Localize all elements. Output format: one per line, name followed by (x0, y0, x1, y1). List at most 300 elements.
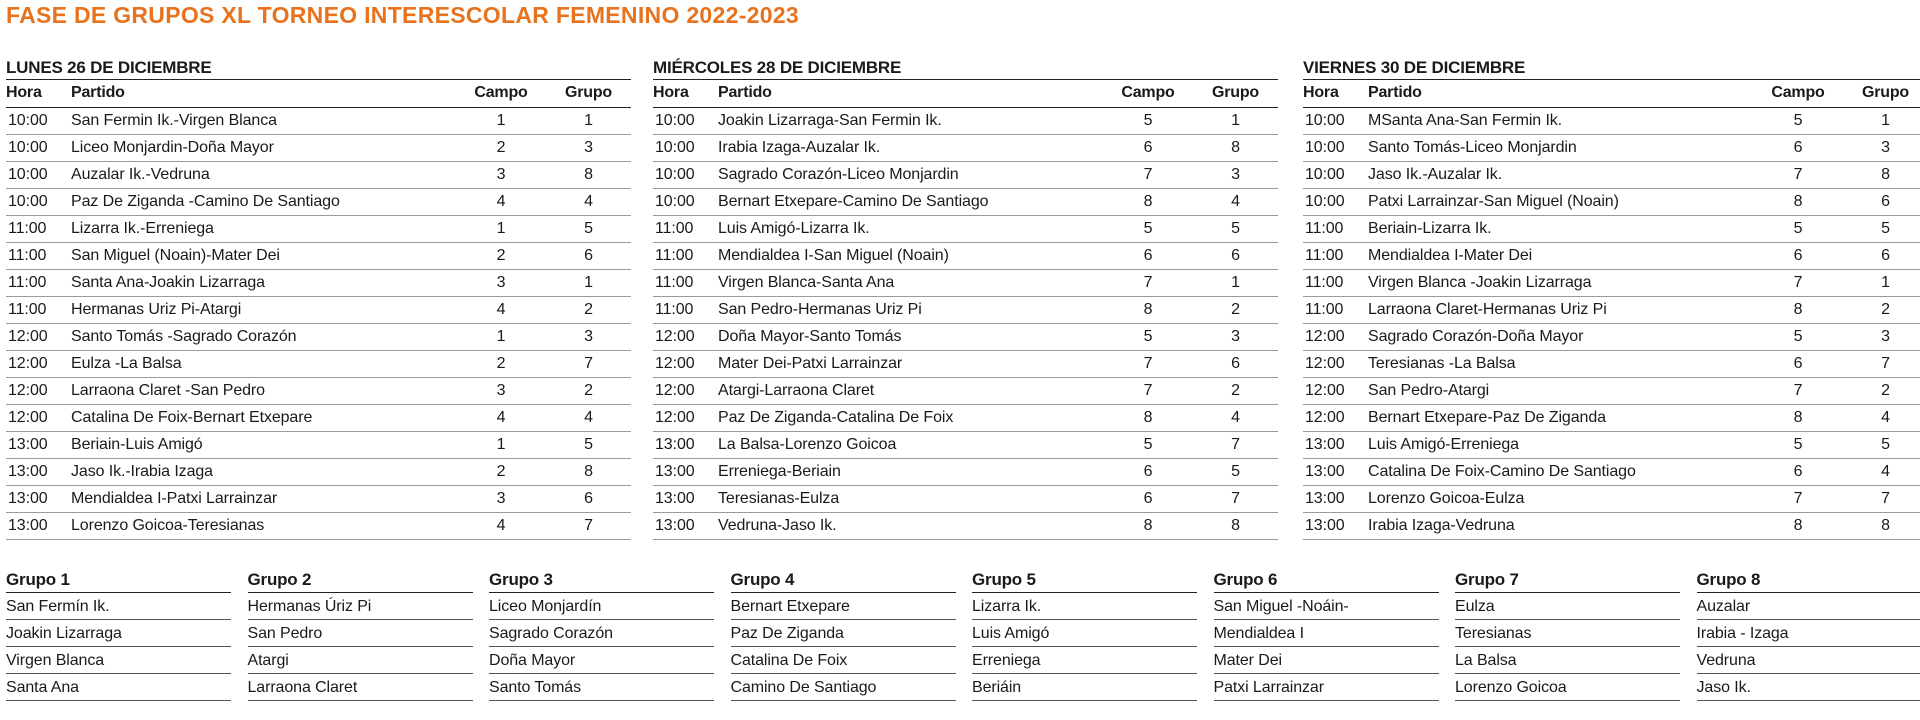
match-field: 7 (1103, 161, 1193, 188)
match-teams: Mendialdea I-Patxi Larrainzar (71, 485, 456, 512)
match-teams: Santo Tomás -Sagrado Corazón (71, 323, 456, 350)
match-time: 12:00 (6, 377, 71, 404)
match-time: 11:00 (6, 296, 71, 323)
list-item: Virgen Blanca (6, 647, 231, 674)
match-field: 8 (1753, 404, 1843, 431)
match-group: 3 (1843, 134, 1920, 161)
group-list (489, 565, 714, 701)
match-group: 7 (1843, 350, 1920, 377)
group-list (1455, 565, 1680, 701)
table-row (6, 458, 631, 485)
table-header-row (1303, 80, 1920, 107)
header-partido: Partido (1368, 80, 1753, 107)
match-teams: Lorenzo Goicoa-Teresianas (71, 512, 456, 539)
match-teams: Sagrado Corazón-Doña Mayor (1368, 323, 1753, 350)
list-item: Santa Ana (6, 674, 231, 701)
match-group: 6 (1843, 242, 1920, 269)
group-heading: Grupo 4 (731, 565, 956, 593)
table-row (6, 134, 631, 161)
match-teams: Paz De Ziganda-Catalina De Foix (718, 404, 1103, 431)
match-time: 13:00 (1303, 431, 1368, 458)
match-teams: Mater Dei-Patxi Larrainzar (718, 350, 1103, 377)
match-group: 6 (546, 242, 631, 269)
match-teams: Beriain-Luis Amigó (71, 431, 456, 458)
match-teams: Eulza -La Balsa (71, 350, 456, 377)
match-group: 4 (1193, 404, 1278, 431)
match-teams: Santa Ana-Joakin Lizarraga (71, 269, 456, 296)
match-time: 10:00 (653, 107, 718, 134)
match-group: 2 (546, 377, 631, 404)
match-field: 6 (1753, 242, 1843, 269)
list-item: Camino De Santiago (731, 674, 956, 701)
group-list (248, 565, 473, 701)
schedule-table (6, 80, 631, 540)
match-field: 6 (1753, 134, 1843, 161)
match-time: 13:00 (1303, 512, 1368, 539)
list-item: Hermanas Úriz Pi (248, 593, 473, 620)
list-item: Mater Dei (1214, 647, 1439, 674)
match-teams: Santo Tomás-Liceo Monjardin (1368, 134, 1753, 161)
day-schedule (1303, 55, 1920, 540)
match-teams: San Pedro-Hermanas Uriz Pi (718, 296, 1103, 323)
match-teams: Jaso Ik.-Auzalar Ik. (1368, 161, 1753, 188)
table-row (1303, 404, 1920, 431)
match-group: 7 (1193, 485, 1278, 512)
match-teams: Teresianas-Eulza (718, 485, 1103, 512)
list-item: Paz De Ziganda (731, 620, 956, 647)
day-schedule (653, 55, 1278, 540)
match-teams: Virgen Blanca -Joakin Lizarraga (1368, 269, 1753, 296)
match-field: 5 (1753, 107, 1843, 134)
table-row (6, 215, 631, 242)
match-teams: San Fermin Ik.-Virgen Blanca (71, 107, 456, 134)
list-item: Luis Amigó (972, 620, 1197, 647)
match-time: 13:00 (653, 512, 718, 539)
match-field: 2 (456, 458, 546, 485)
match-time: 12:00 (653, 350, 718, 377)
table-row (653, 107, 1278, 134)
match-time: 11:00 (1303, 242, 1368, 269)
match-teams: Lizarra Ik.-Erreniega (71, 215, 456, 242)
table-row (6, 161, 631, 188)
list-item: San Miguel -Noáin- (1214, 593, 1439, 620)
match-group: 6 (1193, 242, 1278, 269)
header-hora: Hora (1303, 80, 1368, 107)
match-group: 1 (1193, 107, 1278, 134)
match-group: 5 (1843, 431, 1920, 458)
list-item: Jaso Ik. (1697, 674, 1920, 701)
match-teams: Jaso Ik.-Irabia Izaga (71, 458, 456, 485)
table-row (653, 512, 1278, 539)
match-field: 8 (1753, 512, 1843, 539)
table-row (653, 215, 1278, 242)
day-heading: LUNES 26 DE DICIEMBRE (6, 55, 631, 80)
table-row (6, 242, 631, 269)
match-teams: Bernart Etxepare-Paz De Ziganda (1368, 404, 1753, 431)
match-field: 7 (1103, 377, 1193, 404)
match-time: 11:00 (653, 215, 718, 242)
match-teams: San Miguel (Noain)-Mater Dei (71, 242, 456, 269)
page-title: FASE DE GRUPOS XL TORNEO INTERESCOLAR FEMENINO 2022-2023 (6, 2, 800, 28)
match-group: 8 (546, 161, 631, 188)
match-time: 11:00 (653, 242, 718, 269)
match-group: 1 (546, 269, 631, 296)
match-time: 12:00 (1303, 350, 1368, 377)
match-field: 5 (1103, 431, 1193, 458)
header-campo: Campo (1753, 80, 1843, 107)
match-teams: Sagrado Corazón-Liceo Monjardin (718, 161, 1103, 188)
table-row (1303, 134, 1920, 161)
list-item: Larraona Claret (248, 674, 473, 701)
match-group: 1 (1193, 269, 1278, 296)
match-teams: Irabia Izaga-Vedruna (1368, 512, 1753, 539)
group-heading: Grupo 2 (248, 565, 473, 593)
match-time: 10:00 (653, 161, 718, 188)
list-item: Santo Tomás (489, 674, 714, 701)
group-list (972, 565, 1197, 701)
match-teams: Luis Amigó-Lizarra Ik. (718, 215, 1103, 242)
match-field: 5 (1103, 323, 1193, 350)
match-field: 5 (1753, 215, 1843, 242)
table-row (653, 485, 1278, 512)
match-field: 7 (1753, 485, 1843, 512)
match-time: 10:00 (653, 134, 718, 161)
match-time: 10:00 (1303, 188, 1368, 215)
match-group: 6 (546, 485, 631, 512)
match-field: 8 (1753, 296, 1843, 323)
match-teams: Erreniega-Beriain (718, 458, 1103, 485)
match-time: 12:00 (1303, 323, 1368, 350)
match-time: 11:00 (6, 242, 71, 269)
match-time: 13:00 (6, 485, 71, 512)
match-field: 6 (1103, 485, 1193, 512)
match-group: 5 (1843, 215, 1920, 242)
match-group: 2 (1193, 377, 1278, 404)
list-item: Bernart Etxepare (731, 593, 956, 620)
match-teams: Lorenzo Goicoa-Eulza (1368, 485, 1753, 512)
list-item: Irabia - Izaga (1697, 620, 1920, 647)
match-teams: Teresianas -La Balsa (1368, 350, 1753, 377)
match-group: 1 (1843, 269, 1920, 296)
table-row (1303, 188, 1920, 215)
schedule-table (653, 80, 1278, 540)
list-item: Lorenzo Goicoa (1455, 674, 1680, 701)
group-heading: Grupo 6 (1214, 565, 1439, 593)
match-teams: Beriain-Lizarra Ik. (1368, 215, 1753, 242)
table-row (653, 296, 1278, 323)
match-group: 2 (1843, 296, 1920, 323)
list-item: Sagrado Corazón (489, 620, 714, 647)
table-row (1303, 269, 1920, 296)
table-row (6, 377, 631, 404)
match-group: 5 (1193, 215, 1278, 242)
table-row (6, 296, 631, 323)
match-teams: Mendialdea I-Mater Dei (1368, 242, 1753, 269)
match-group: 1 (546, 107, 631, 134)
match-field: 6 (1103, 458, 1193, 485)
match-teams: San Pedro-Atargi (1368, 377, 1753, 404)
match-time: 11:00 (653, 296, 718, 323)
match-teams: Luis Amigó-Erreniega (1368, 431, 1753, 458)
match-time: 11:00 (6, 269, 71, 296)
match-group: 8 (1843, 512, 1920, 539)
table-row (6, 404, 631, 431)
match-teams: Paz De Ziganda -Camino De Santiago (71, 188, 456, 215)
group-heading: Grupo 8 (1697, 565, 1920, 593)
list-item: Teresianas (1455, 620, 1680, 647)
table-row (6, 350, 631, 377)
match-time: 10:00 (1303, 107, 1368, 134)
match-time: 10:00 (653, 188, 718, 215)
match-time: 13:00 (6, 512, 71, 539)
match-field: 3 (456, 269, 546, 296)
list-item: Mendialdea I (1214, 620, 1439, 647)
header-partido: Partido (718, 80, 1103, 107)
match-time: 12:00 (6, 350, 71, 377)
match-time: 13:00 (1303, 485, 1368, 512)
list-item: Doña Mayor (489, 647, 714, 674)
header-grupo: Grupo (1843, 80, 1920, 107)
match-field: 7 (1753, 377, 1843, 404)
header-campo: Campo (1103, 80, 1193, 107)
table-row (1303, 512, 1920, 539)
group-list (6, 565, 231, 701)
table-row (6, 431, 631, 458)
match-group: 8 (1193, 512, 1278, 539)
match-group: 1 (1843, 107, 1920, 134)
match-group: 7 (546, 512, 631, 539)
table-row (1303, 107, 1920, 134)
match-group: 7 (546, 350, 631, 377)
table-row (653, 350, 1278, 377)
list-item: San Pedro (248, 620, 473, 647)
table-header-row (6, 80, 631, 107)
match-teams: Larraona Claret -San Pedro (71, 377, 456, 404)
day-schedule (6, 55, 631, 540)
match-group: 3 (546, 134, 631, 161)
table-row (6, 323, 631, 350)
match-group: 3 (546, 323, 631, 350)
table-row (1303, 161, 1920, 188)
match-field: 4 (456, 296, 546, 323)
match-time: 10:00 (6, 188, 71, 215)
group-list (1697, 565, 1920, 701)
list-item: Erreniega (972, 647, 1197, 674)
match-time: 11:00 (1303, 296, 1368, 323)
match-teams: Larraona Claret-Hermanas Uriz Pi (1368, 296, 1753, 323)
match-time: 12:00 (1303, 377, 1368, 404)
list-item: Atargi (248, 647, 473, 674)
match-teams: Atargi-Larraona Claret (718, 377, 1103, 404)
match-time: 13:00 (653, 458, 718, 485)
match-time: 10:00 (6, 161, 71, 188)
table-row (653, 269, 1278, 296)
table-row (1303, 431, 1920, 458)
match-teams: Auzalar Ik.-Vedruna (71, 161, 456, 188)
list-item: Beriáin (972, 674, 1197, 701)
match-group: 5 (546, 431, 631, 458)
match-field: 7 (1753, 269, 1843, 296)
header-campo: Campo (456, 80, 546, 107)
table-row (1303, 485, 1920, 512)
table-row (653, 161, 1278, 188)
match-teams: Virgen Blanca-Santa Ana (718, 269, 1103, 296)
match-field: 2 (456, 134, 546, 161)
match-field: 8 (1753, 188, 1843, 215)
table-row (653, 458, 1278, 485)
match-time: 12:00 (653, 404, 718, 431)
match-group: 2 (546, 296, 631, 323)
match-group: 7 (1843, 485, 1920, 512)
match-field: 8 (1103, 296, 1193, 323)
match-field: 3 (456, 377, 546, 404)
header-partido: Partido (71, 80, 456, 107)
match-teams: Irabia Izaga-Auzalar Ik. (718, 134, 1103, 161)
group-heading: Grupo 1 (6, 565, 231, 593)
match-time: 11:00 (1303, 269, 1368, 296)
list-item: Lizarra Ik. (972, 593, 1197, 620)
match-field: 7 (1753, 161, 1843, 188)
match-group: 6 (1193, 350, 1278, 377)
table-row (1303, 296, 1920, 323)
table-row (6, 188, 631, 215)
match-field: 1 (456, 215, 546, 242)
match-group: 4 (546, 404, 631, 431)
match-teams: Patxi Larrainzar-San Miguel (Noain) (1368, 188, 1753, 215)
match-field: 1 (456, 431, 546, 458)
table-row (1303, 377, 1920, 404)
match-time: 11:00 (1303, 215, 1368, 242)
match-time: 10:00 (6, 134, 71, 161)
match-group: 5 (1193, 458, 1278, 485)
match-teams: La Balsa-Lorenzo Goicoa (718, 431, 1103, 458)
match-teams: Hermanas Uriz Pi-Atargi (71, 296, 456, 323)
header-hora: Hora (6, 80, 71, 107)
match-group: 5 (546, 215, 631, 242)
header-hora: Hora (653, 80, 718, 107)
match-group: 4 (1193, 188, 1278, 215)
match-field: 3 (456, 485, 546, 512)
match-group: 4 (1843, 404, 1920, 431)
match-field: 8 (1103, 404, 1193, 431)
match-group: 7 (1193, 431, 1278, 458)
match-time: 10:00 (1303, 134, 1368, 161)
match-field: 5 (1753, 431, 1843, 458)
table-row (653, 188, 1278, 215)
table-row (653, 431, 1278, 458)
table-row (1303, 323, 1920, 350)
list-item: Auzalar (1697, 593, 1920, 620)
match-time: 12:00 (653, 377, 718, 404)
list-item: Vedruna (1697, 647, 1920, 674)
match-teams: Vedruna-Jaso Ik. (718, 512, 1103, 539)
table-row (6, 512, 631, 539)
table-row (1303, 242, 1920, 269)
match-time: 12:00 (6, 404, 71, 431)
match-group: 3 (1843, 323, 1920, 350)
table-row (653, 323, 1278, 350)
group-heading: Grupo 5 (972, 565, 1197, 593)
match-field: 2 (456, 350, 546, 377)
day-heading: VIERNES 30 DE DICIEMBRE (1303, 55, 1920, 80)
match-field: 8 (1103, 512, 1193, 539)
match-field: 6 (1103, 242, 1193, 269)
match-field: 5 (1753, 323, 1843, 350)
match-field: 6 (1753, 350, 1843, 377)
match-field: 8 (1103, 188, 1193, 215)
match-group: 8 (1193, 134, 1278, 161)
match-group: 6 (1843, 188, 1920, 215)
match-time: 11:00 (6, 215, 71, 242)
table-header-row (653, 80, 1278, 107)
match-teams: Joakin Lizarraga-San Fermin Ik. (718, 107, 1103, 134)
match-field: 5 (1103, 107, 1193, 134)
match-field: 6 (1753, 458, 1843, 485)
match-time: 12:00 (653, 323, 718, 350)
table-row (653, 404, 1278, 431)
table-row (6, 107, 631, 134)
match-group: 8 (1843, 161, 1920, 188)
match-group: 2 (1193, 296, 1278, 323)
table-row (653, 242, 1278, 269)
table-row (653, 377, 1278, 404)
list-item: La Balsa (1455, 647, 1680, 674)
match-field: 2 (456, 242, 546, 269)
match-time: 13:00 (6, 458, 71, 485)
group-heading: Grupo 3 (489, 565, 714, 593)
match-field: 3 (456, 161, 546, 188)
header-grupo: Grupo (546, 80, 631, 107)
list-item: Liceo Monjardín (489, 593, 714, 620)
match-time: 11:00 (653, 269, 718, 296)
match-time: 12:00 (6, 323, 71, 350)
match-time: 12:00 (1303, 404, 1368, 431)
match-field: 7 (1103, 350, 1193, 377)
list-item: Catalina De Foix (731, 647, 956, 674)
match-teams: Bernart Etxepare-Camino De Santiago (718, 188, 1103, 215)
match-group: 4 (546, 188, 631, 215)
table-row (653, 134, 1278, 161)
match-field: 6 (1103, 134, 1193, 161)
match-time: 13:00 (6, 431, 71, 458)
header-grupo: Grupo (1193, 80, 1278, 107)
match-field: 1 (456, 107, 546, 134)
match-teams: Doña Mayor-Santo Tomás (718, 323, 1103, 350)
match-group: 8 (546, 458, 631, 485)
match-field: 4 (456, 512, 546, 539)
list-item: San Fermín Ik. (6, 593, 231, 620)
list-item: Eulza (1455, 593, 1680, 620)
match-field: 1 (456, 323, 546, 350)
group-list (1214, 565, 1439, 701)
match-teams: Mendialdea I-San Miguel (Noain) (718, 242, 1103, 269)
table-row (1303, 458, 1920, 485)
match-group: 4 (1843, 458, 1920, 485)
match-group: 3 (1193, 161, 1278, 188)
match-field: 5 (1103, 215, 1193, 242)
list-item: Joakin Lizarraga (6, 620, 231, 647)
match-time: 13:00 (653, 485, 718, 512)
table-row (6, 485, 631, 512)
list-item: Patxi Larrainzar (1214, 674, 1439, 701)
group-list (731, 565, 956, 701)
table-row (1303, 215, 1920, 242)
match-teams: Catalina De Foix-Bernart Etxepare (71, 404, 456, 431)
match-teams: MSanta Ana-San Fermin Ik. (1368, 107, 1753, 134)
day-heading: MIÉRCOLES 28 DE DICIEMBRE (653, 55, 1278, 80)
match-field: 7 (1103, 269, 1193, 296)
match-teams: Catalina De Foix-Camino De Santiago (1368, 458, 1753, 485)
